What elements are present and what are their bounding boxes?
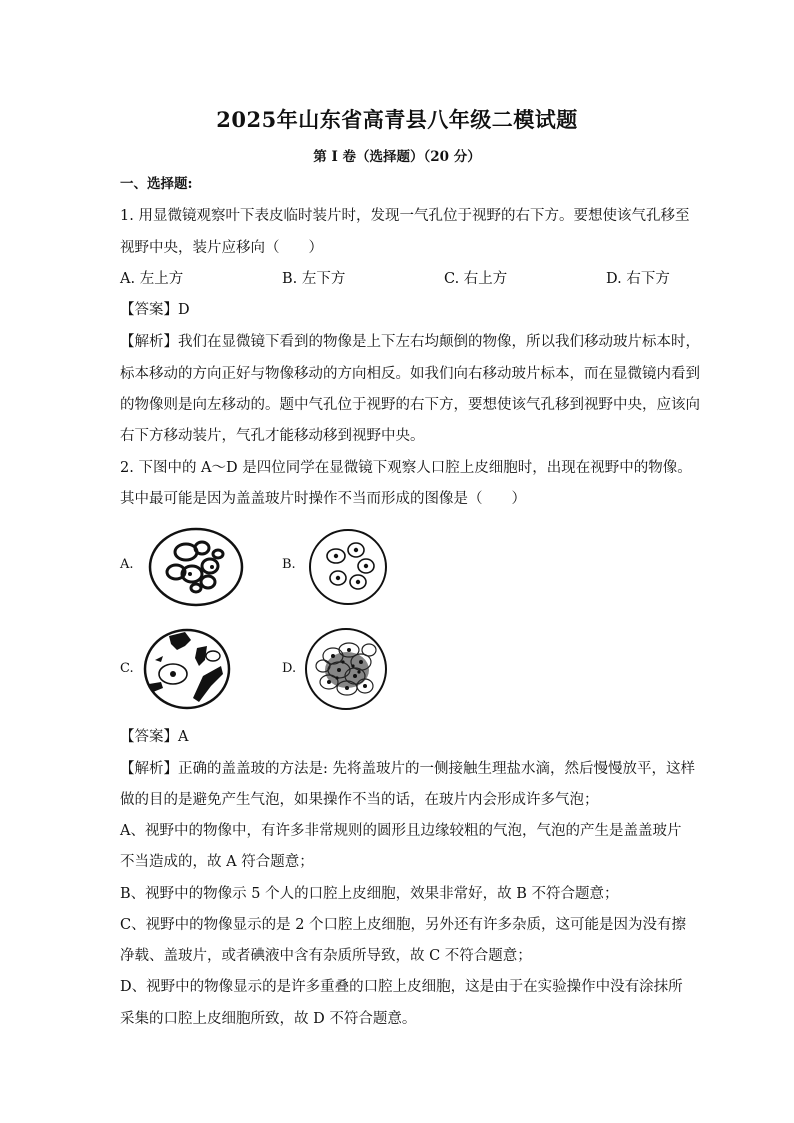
- q1-stem-line-1: 1. 用显微镜观察叶下表皮临时装片时，发现一气孔位于视野的右下方。要想使该气孔移至: [120, 208, 690, 224]
- q2-analysis-line: C、视野中的物像显示的是 2 个口腔上皮细胞，另外还有许多杂质，这可能是因为没有擦: [120, 917, 687, 933]
- q2-stem-line-2: 其中最可能是因为盖盖玻片时操作不当而形成的图像是（ ）: [120, 491, 526, 507]
- q2-analysis-line: B、视野中的物像示 5 个人的口腔上皮细胞，效果非常好，故 B 不符合题意；: [120, 886, 619, 902]
- q2-analysis-line: 【解析】正确的盖盖玻的方法是: 先将盖玻片的一侧接触生理盐水滴，然后慢慢放平，这样: [120, 761, 695, 777]
- q2-analysis-line: 做的目的是避免产生气泡，如果操作不当的话，在玻片内会形成许多气泡；: [120, 792, 599, 808]
- q2-analysis-line: 采集的口腔上皮细胞所致，故 D 不符合题意。: [120, 1011, 417, 1027]
- q2-analysis-line: 不当造成的，故 A 符合题意；: [120, 854, 314, 870]
- q2-answer: 【答案】A: [120, 729, 189, 745]
- figure-label-c: C.: [120, 661, 134, 676]
- q1-analysis-line: 标本移动的方向正好与物像移动的方向相反。如我们向右移动玻片标本，而在显微镜内看到: [120, 366, 700, 382]
- section-heading: 一、选择题:: [120, 176, 193, 192]
- q2-analysis-line: 净载、盖玻片，或者碘液中含有杂质所导致，故 C 不符合题意；: [120, 948, 532, 964]
- q1-analysis-line: 右下方移动装片，气孔才能移动移到视野中央。: [120, 428, 425, 444]
- q1-analysis-line: 的物像则是向左移动的。题中气孔位于视野的右下方，要想使该气孔移到视野中央，应该向: [120, 397, 700, 413]
- figure-c-microscope-view: [141, 626, 233, 712]
- q1-option-a: A. 左上方: [120, 271, 184, 287]
- q1-analysis-line: 【解析】我们在显微镜下看到的物像是上下左右均颠倒的物像，所以我们移动玻片标本时，: [120, 334, 700, 350]
- figure-label-a: A.: [120, 557, 134, 572]
- doc-title: 2025年山东省高青县八年级二模试题: [216, 107, 578, 132]
- q2-analysis-line: D、视野中的物像显示的是许多重叠的口腔上皮细胞，这是由于在实验操作中没有涂抹所: [120, 979, 683, 995]
- doc-subtitle: 第 I 卷（选择题）（20 分）: [313, 149, 481, 165]
- q1-option-c: C. 右上方: [444, 271, 508, 287]
- q2-analysis-line: A、视野中的物像中，有许多非常规则的圆形且边缘较粗的气泡，气泡的产生是盖盖玻片: [120, 823, 682, 839]
- figure-label-b: B.: [282, 557, 296, 572]
- q1-answer: 【答案】D: [120, 302, 190, 318]
- figure-d-microscope-view: [303, 626, 389, 712]
- q1-stem-line-2: 视野中央，装片应移向（ ）: [120, 240, 323, 256]
- figure-b-microscope-view: [306, 526, 390, 608]
- q1-option-b: B. 左下方: [282, 271, 346, 287]
- figure-a-microscope-view: [146, 526, 246, 608]
- figure-label-d: D.: [282, 661, 297, 676]
- q1-option-d: D. 右下方: [606, 271, 670, 287]
- q2-stem-line-1: 2. 下图中的 A～D 是四位同学在显微镜下观察人口腔上皮细胞时，出现在视野中的物像。: [120, 460, 692, 476]
